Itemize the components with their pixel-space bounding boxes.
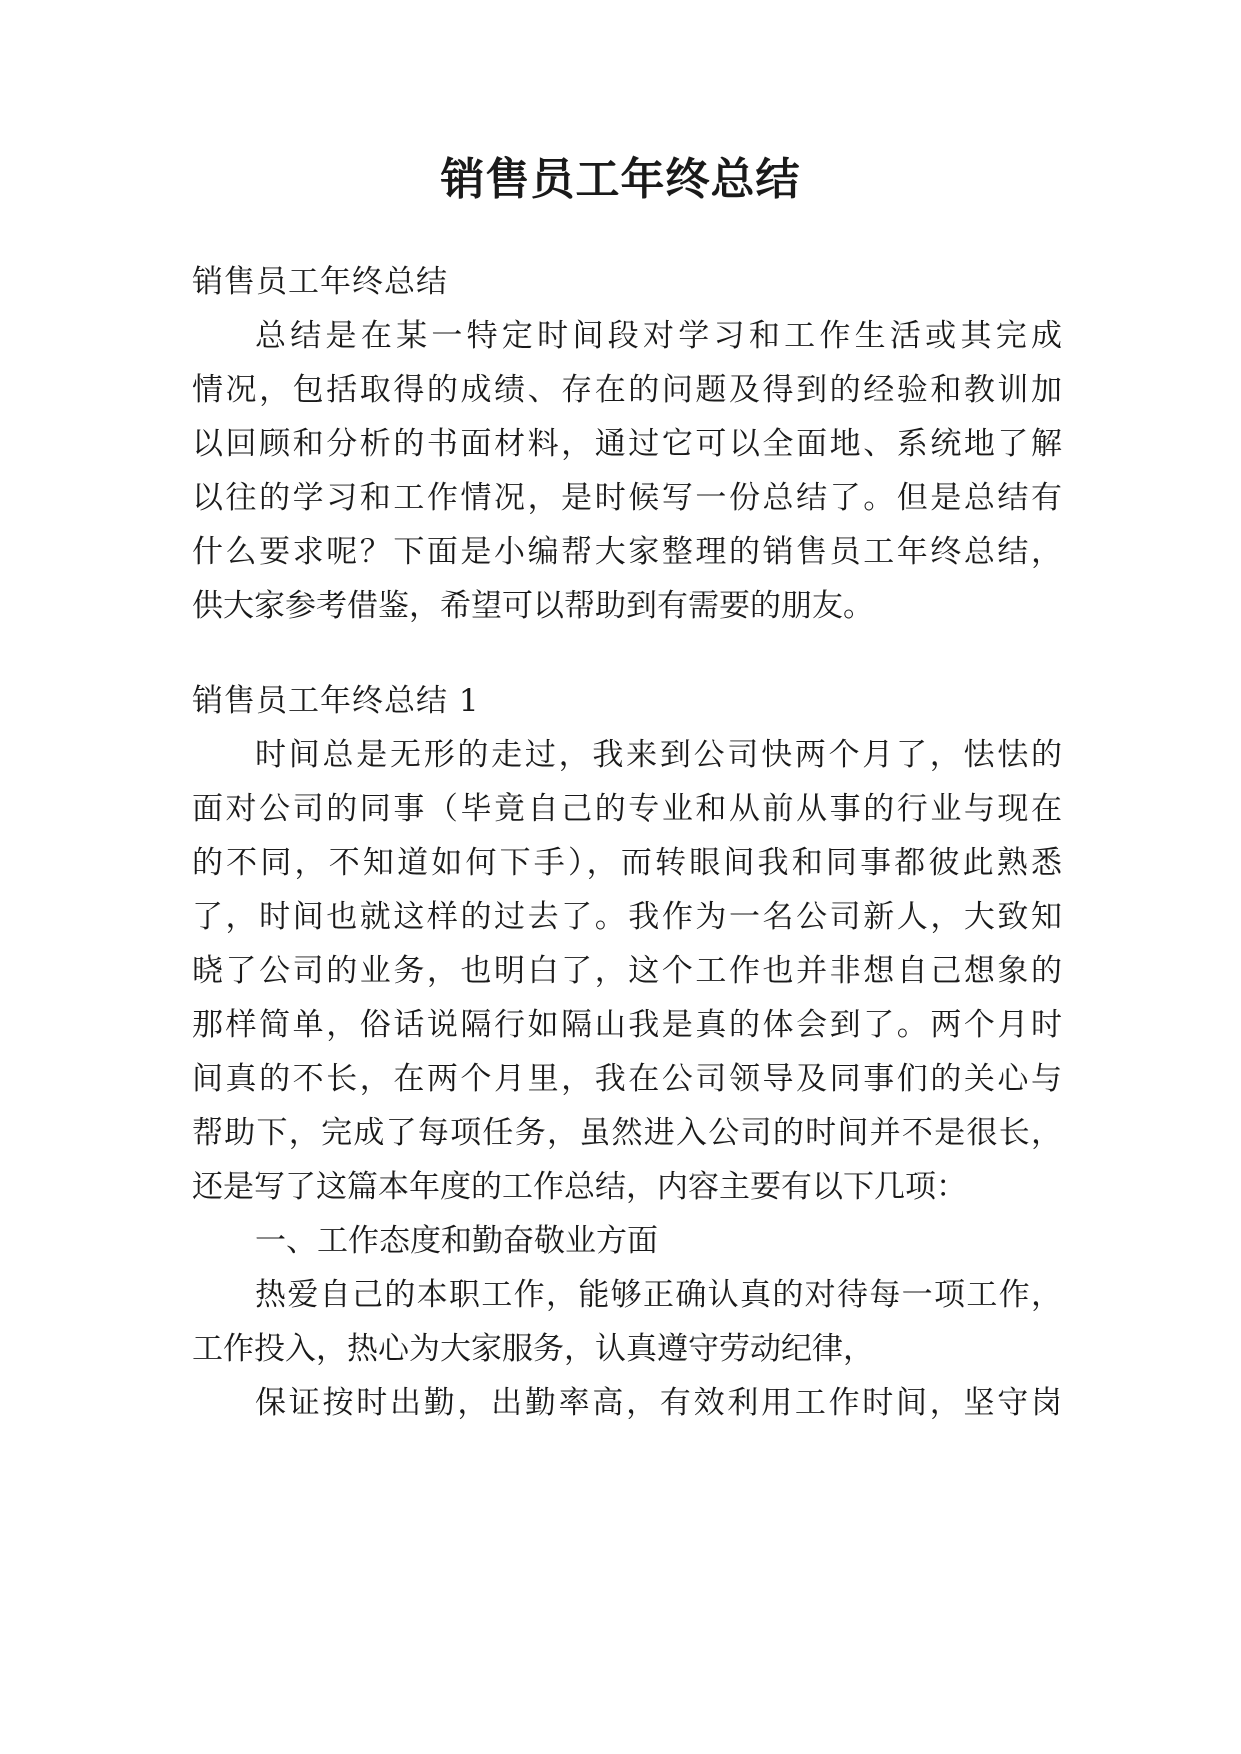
intro-line: 总结是在某一特定时间段对学习和工作生活或其完成 xyxy=(255,318,1062,354)
section-line: 的不同，不知道如何下手），而转眼间我和同事都彼此熟悉 xyxy=(192,845,1062,881)
section-line: 那样简单，俗话说隔行如隔山我是真的体会到了。两个月时 xyxy=(192,1007,1062,1043)
paragraph-line: 热爱自己的本职工作，能够正确认真的对待每一项工作， xyxy=(255,1277,1062,1313)
intro-line: 情况，包括取得的成绩、存在的问题及得到的经验和教训加 xyxy=(192,372,1062,408)
intro-line: 供大家参考借鉴，希望可以帮助到有需要的朋友。 xyxy=(192,588,874,624)
section-line: 面对公司的同事（毕竟自己的专业和从前从事的行业与现在 xyxy=(192,791,1062,827)
document-title: 销售员工年终总结 xyxy=(440,154,801,205)
intro-heading: 销售员工年终总结 xyxy=(192,264,448,300)
section-line: 间真的不长，在两个月里，我在公司领导及同事们的关心与 xyxy=(192,1061,1062,1097)
section-line: 还是写了这篇本年度的工作总结，内容主要有以下几项： xyxy=(192,1169,967,1205)
intro-line: 什么要求呢？下面是小编帮大家整理的销售员工年终总结， xyxy=(192,534,1062,570)
section-line: 晓了公司的业务，也明白了，这个工作也并非想自己想象的 xyxy=(192,953,1062,989)
subheading: 一、工作态度和勤奋敬业方面 xyxy=(255,1223,658,1259)
paragraph-line: 工作投入，热心为大家服务，认真遵守劳动纪律， xyxy=(192,1331,874,1367)
section-line: 时间总是无形的走过，我来到公司快两个月了，怯怯的 xyxy=(255,737,1062,773)
intro-line: 以往的学习和工作情况，是时候写一份总结了。但是总结有 xyxy=(192,480,1062,516)
section-line: 帮助下，完成了每项任务，虽然进入公司的时间并不是很长， xyxy=(192,1115,1062,1151)
section-heading: 销售员工年终总结 1 xyxy=(192,683,480,719)
section-line: 了，时间也就这样的过去了。我作为一名公司新人，大致知 xyxy=(192,899,1062,935)
intro-line: 以回顾和分析的书面材料，通过它可以全面地、系统地了解 xyxy=(192,426,1062,462)
paragraph-line: 保证按时出勤，出勤率高，有效利用工作时间，坚守岗 xyxy=(255,1385,1062,1421)
